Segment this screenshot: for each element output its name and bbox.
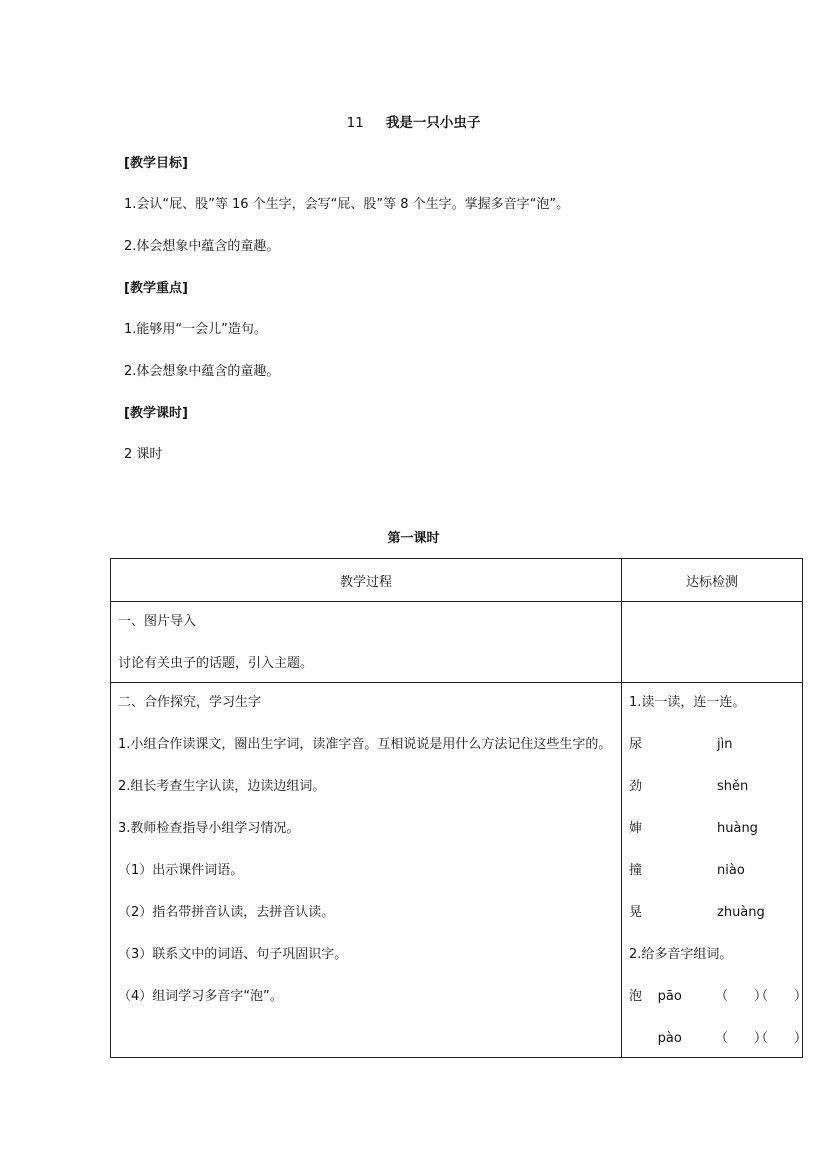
check-cell-empty (622, 602, 803, 683)
process-line: （4）组词学习多音字“泡”。 (118, 989, 283, 1004)
check-cell (622, 683, 808, 1058)
match-char: 撞 (629, 863, 643, 878)
match-char: 劲 (629, 779, 643, 794)
hours-heading: [教学课时] (124, 406, 188, 421)
table-row (111, 602, 803, 683)
match-pair (629, 733, 795, 757)
lesson-table (110, 558, 808, 1058)
process-line: 一、图片导入 (118, 614, 197, 629)
exercise-question (629, 691, 795, 715)
polyphone-pinyin: pào (657, 1031, 682, 1046)
process-line: 讨论有关虫子的话题，引入主题。 (118, 656, 314, 671)
table-header-row (111, 559, 803, 602)
match-pair (629, 817, 795, 841)
process-line: 1.小组合作读课文，圈出生字词，读准字音。互相说说是用什么方法记住这些生字的。 (118, 737, 612, 752)
match-pair (629, 901, 795, 925)
match-pair (629, 859, 795, 883)
polyphone-pinyin: pāo (657, 989, 682, 1004)
process-line: 二、合作探究，学习生字 (118, 695, 262, 710)
process-line: 3.教师检查指导小组学习情况。 (118, 821, 300, 836)
keypoints-heading: [教学重点] (124, 281, 188, 296)
match-char: 婶 (629, 821, 643, 836)
header-process: 教学过程 (111, 559, 622, 602)
hours-value: 2 课时 (124, 447, 163, 462)
match-pair (629, 775, 795, 799)
page-title (0, 111, 827, 131)
match-pinyin: huàng (717, 821, 758, 836)
answer-blank: （ ） (755, 989, 808, 1004)
answer-blank: （ ） (715, 1031, 768, 1046)
match-pinyin: jìn (717, 737, 733, 752)
process-cell (111, 602, 622, 683)
keypoint-item: 1.能够用“一会儿”造句。 (124, 322, 267, 337)
process-line: （2）指名带拼音认读，去拼音认读。 (118, 905, 335, 920)
exercise-1-text: 1.读一读，连一连。 (629, 695, 746, 710)
objective-item: 1.会认“屁、股”等 16 个生字，会写“屁、股”等 8 个生字。掌握多音字“泡”。 (124, 197, 570, 212)
polyphone-row (629, 1027, 808, 1051)
lesson-name: 我是一只小虫子 (385, 115, 481, 131)
exercise-question (629, 943, 795, 967)
keypoint-item: 2.体会想象中蕴含的童趣。 (124, 364, 280, 379)
polyphone-row (629, 985, 808, 1009)
objective-item: 2.体会想象中蕴含的童趣。 (124, 239, 280, 254)
lesson-number: 11 (346, 115, 364, 131)
lesson-title: 第一课时 (387, 531, 440, 546)
match-char: 晃 (629, 905, 643, 920)
exercise-2-text: 2.给多音字组词。 (629, 947, 733, 962)
table-row (111, 683, 803, 1058)
match-pinyin: shěn (717, 779, 749, 794)
process-cell (111, 683, 622, 1058)
answer-blank: （ ） (715, 989, 768, 1004)
objectives-heading: [教学目标] (124, 156, 188, 171)
header-check: 达标检测 (622, 559, 803, 602)
process-line: （3）联系文中的词语、句子巩固识字。 (118, 947, 348, 962)
match-pinyin: zhuàng (717, 905, 765, 920)
polyphone-char: 泡 (629, 989, 643, 1004)
process-line: （1）出示课件词语。 (118, 863, 244, 878)
match-pinyin: niào (717, 863, 745, 878)
process-line: 2.组长考查生字认读，边读边组词。 (118, 779, 326, 794)
answer-blank: （ ） (755, 1031, 808, 1046)
match-char: 尿 (629, 737, 643, 752)
